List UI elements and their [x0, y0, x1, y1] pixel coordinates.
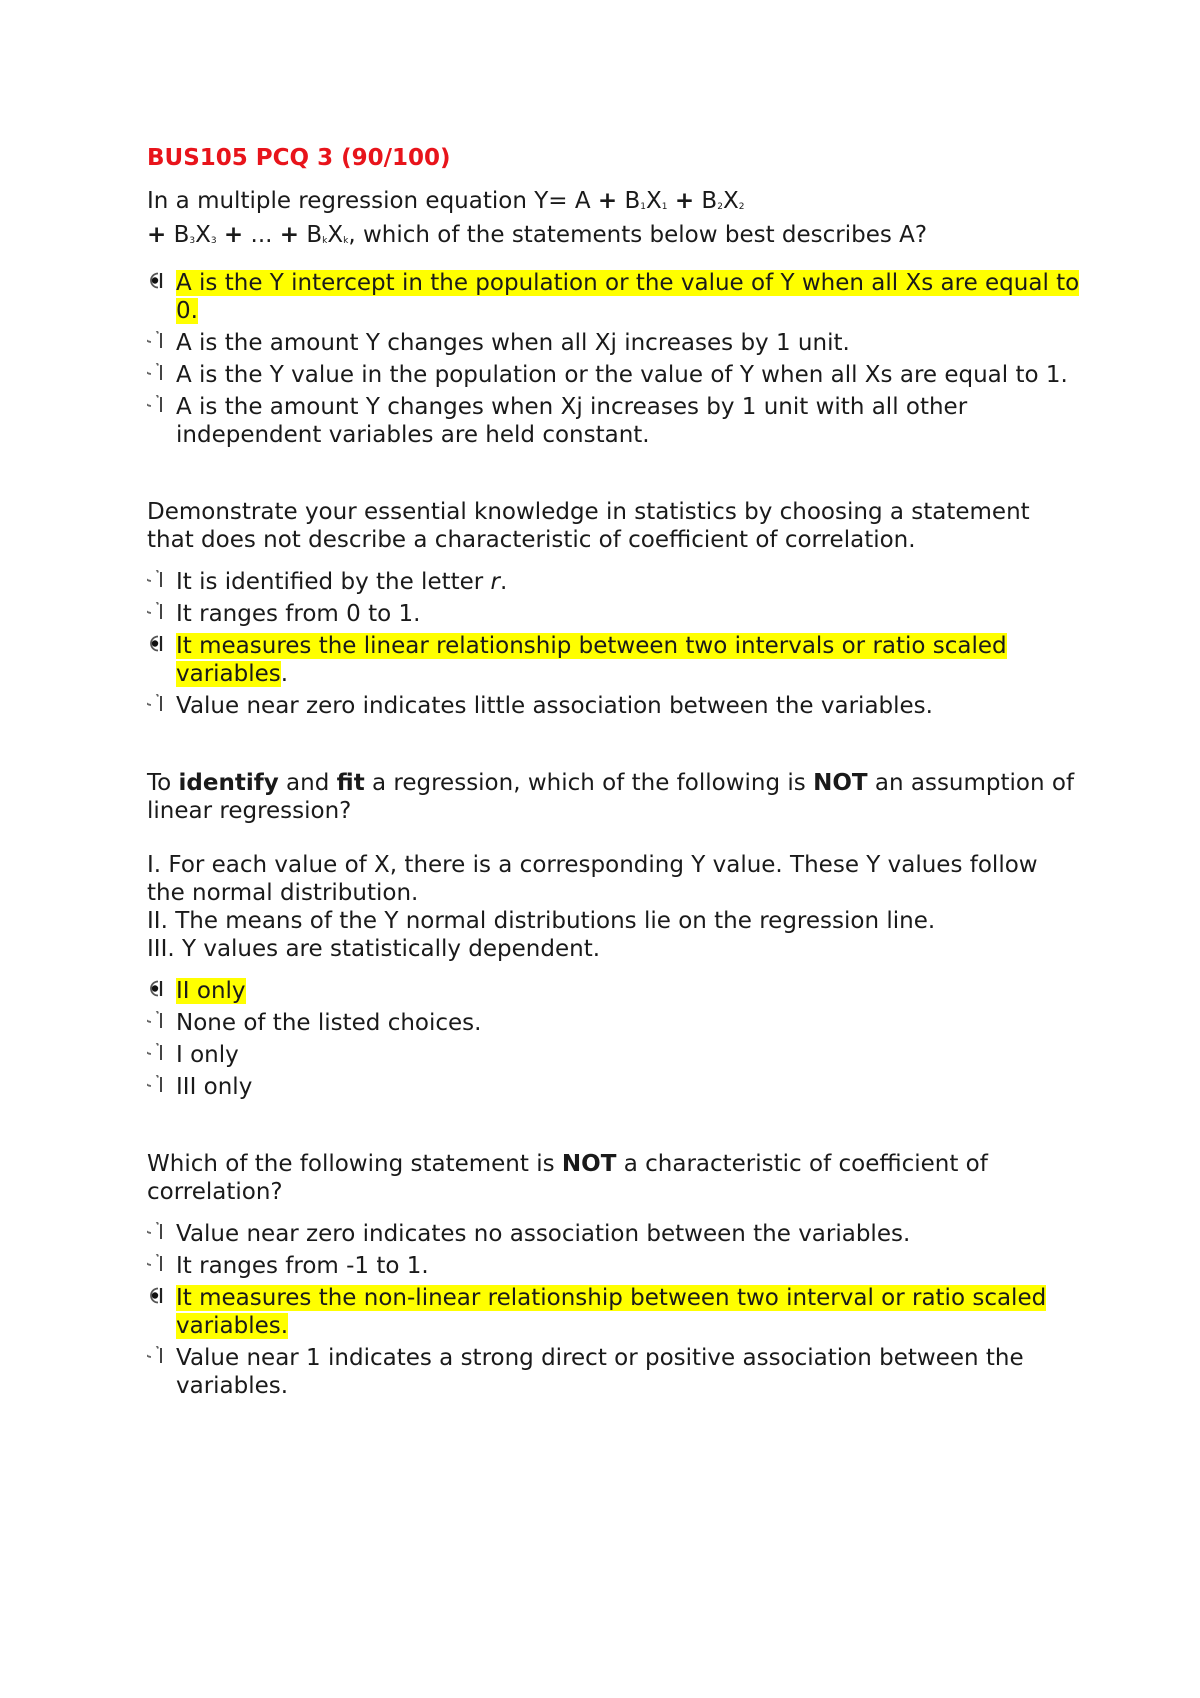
- question-2: [147, 498, 1080, 720]
- radio-unselected-icon[interactable]: [147, 1041, 167, 1069]
- document-title: BUS105 PCQ 3 (90/100): [147, 145, 451, 171]
- question-2-option-4[interactable]: Value near zero indicates little association between the variables.: [147, 692, 1080, 720]
- question-4-text: Which of the following statement is NOT a characteristic of coefficient of correlation?: [147, 1151, 988, 1205]
- radio-unselected-icon[interactable]: [147, 692, 167, 720]
- radio-unselected-icon[interactable]: [147, 361, 167, 389]
- question-2-options: [147, 568, 1080, 720]
- question-1-option-2[interactable]: A is the amount Y changes when all Xj increases by 1 unit.: [147, 329, 1080, 357]
- radio-selected-icon[interactable]: [147, 632, 167, 660]
- question-2-text: Demonstrate your essential knowledge in statistics by choosing a statement that does not describe a characteristic of coefficient of correlation.: [147, 499, 1030, 553]
- question-1-text: In a multiple regression equation $Y= A + B_1X_1 + B_2X_2$ + $B_3X_3$ + ... + $B_kX_k$, which of the statements below best describes A?: [147, 188, 928, 248]
- statement-1: I. For each value of X, there is a corresponding Y value. These Y values follow the normal distribution.: [147, 852, 1038, 906]
- question-3-text: To identify and fit a regression, which of the following is NOT an assumption of linear regression?: [147, 770, 1075, 824]
- radio-unselected-icon[interactable]: [147, 1073, 167, 1101]
- question-4: [147, 1150, 1080, 1400]
- question-4-options: [147, 1220, 1080, 1400]
- statement-3: III. Y values are statistically dependent.: [147, 936, 601, 962]
- question-2-option-2[interactable]: It ranges from 0 to 1.: [147, 600, 1080, 628]
- question-3: [147, 769, 1080, 1101]
- question-4-option-4[interactable]: Value near 1 indicates a strong direct or positive association between the variables.: [147, 1344, 1080, 1400]
- question-1-option-4[interactable]: A is the amount Y changes when Xj increases by 1 unit with all other independent variables are held constant.: [147, 393, 1080, 449]
- question-1-option-3[interactable]: A is the Y value in the population or the value of Y when all Xs are equal to 1.: [147, 361, 1080, 389]
- question-4-option-1[interactable]: Value near zero indicates no association between the variables.: [147, 1220, 1080, 1248]
- radio-unselected-icon[interactable]: [147, 568, 167, 596]
- radio-unselected-icon[interactable]: [147, 1344, 167, 1372]
- question-1-option-1[interactable]: A is the Y intercept in the population or the value of Y when all Xs are equal to 0.: [147, 269, 1080, 325]
- question-4-option-2[interactable]: It ranges from -1 to 1.: [147, 1252, 1080, 1280]
- question-3-option-4[interactable]: III only: [147, 1073, 1080, 1101]
- question-4-option-3[interactable]: It measures the non-linear relationship between two interval or ratio scaled variables.: [147, 1284, 1080, 1340]
- question-1-options: [147, 269, 1080, 449]
- statement-2: II. The means of the Y normal distributions lie on the regression line.: [147, 908, 936, 934]
- question-3-option-3[interactable]: I only: [147, 1041, 1080, 1069]
- question-3-option-2[interactable]: None of the listed choices.: [147, 1009, 1080, 1037]
- radio-selected-icon[interactable]: [147, 1284, 167, 1312]
- radio-unselected-icon[interactable]: [147, 393, 167, 421]
- radio-unselected-icon[interactable]: [147, 329, 167, 357]
- question-2-option-1[interactable]: It is identified by the letter r.: [147, 568, 1080, 596]
- question-3-statements: [147, 851, 1080, 963]
- radio-selected-icon[interactable]: [147, 977, 167, 1005]
- radio-selected-icon[interactable]: [147, 269, 167, 297]
- question-1: [147, 187, 1080, 449]
- radio-unselected-icon[interactable]: [147, 600, 167, 628]
- question-2-option-3[interactable]: It measures the linear relationship between two intervals or ratio scaled variables.: [147, 632, 1080, 688]
- radio-unselected-icon[interactable]: [147, 1252, 167, 1280]
- question-3-options: [147, 977, 1080, 1101]
- radio-unselected-icon[interactable]: [147, 1009, 167, 1037]
- radio-unselected-icon[interactable]: [147, 1220, 167, 1248]
- question-3-option-1[interactable]: II only: [147, 977, 1080, 1005]
